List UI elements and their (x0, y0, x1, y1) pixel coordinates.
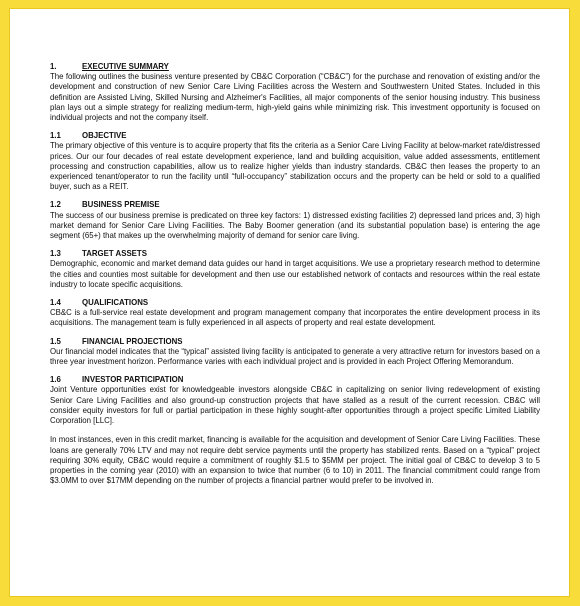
section-qualifications (50, 298, 540, 329)
section-number: 1.3 (50, 249, 61, 259)
section-paragraph: Joint Venture opportunities exist for knowledgeable investors alongside CB&C in capitalizing on senior living redevelopment of existing Senior Care Living Facilities and also ground-up construction projects that have stalled as a result of the current recession. CB&C will consider equity investors for full or partial participation in these highly sought-after opportunities through a project specific Limited Liability Corporation [LLC]. (50, 385, 540, 426)
section-paragraph: In most instances, even in this credit market, financing is available for the acquisition and development of Senior Care Living Facilities. These loans are generally 70% LTV and may not require debt service payments until the property has stabilized rents. Based on a “typical” project requiring 30% equity, CB&C would require a commitment of roughly $1.5 to $5MM per project. The initial goal of CB&C to develop 3 to 5 properties in the coming year (2010) with an expansion to twice that number (6 to 10) in 2011. The financial commitment could range from $3.0MM to over $17MM depending on the number of projects a financial partner would prefer to be involved in. (50, 435, 540, 486)
section-business-premise (50, 200, 540, 241)
section-paragraph: Demographic, economic and market demand data guides our hand in target acquisitions. We use a proprietary research method to determine the cities and counties most suitable for development and then use our established network of contacts and resources within the real estate industry to locate specific acquisitions. (50, 259, 540, 289)
section-financial-projections (50, 337, 540, 368)
section-title: EXECUTIVE SUMMARY (82, 62, 169, 71)
section-number: 1.6 (50, 375, 61, 385)
section-title: QUALIFICATIONS (82, 298, 149, 308)
section-paragraph: The primary objective of this venture is to acquire property that fits the criteria as a Senior Care Living Facility at below-market rate/distressed prices. Our our four decades of real estate development experience, land and building acquisition, value added assessments, entitlement processing and construction capabilities, allow us to realize higher yields than industry standards. CB&C then leases the property to an experienced tenant/operator to run the facility until “full-occupancy” stabilization occurs and the property can be held or sold to a qualified buyer, such as a REIT. (50, 141, 541, 192)
section-heading (50, 298, 540, 308)
section-paragraph: The success of our business premise is predicated on three key factors: 1) distressed existing facilities 2) depressed land prices and, 3) high market demand for Senior Care Living Facilities. The Baby Boomer generation (and its substantial population base) is entering the age segment (65+) that makes up the overwhelming majority of demand for senior care living. (50, 210, 540, 241)
section-heading (50, 62, 540, 72)
section-heading (50, 337, 540, 347)
section-objective (50, 131, 540, 192)
section-number: 1. (50, 62, 57, 71)
document-content (50, 62, 540, 494)
document-page (9, 8, 570, 597)
section-investor-participation (50, 375, 540, 486)
section-target-assets (50, 249, 540, 290)
section-title: TARGET ASSETS (82, 249, 147, 259)
section-number: 1.2 (50, 200, 61, 210)
section-title: OBJECTIVE (82, 131, 127, 141)
section-paragraph: Our financial model indicates that the “typical” assisted living facility is anticipated to generate a very attractive return for investors based on a three year investment horizon. Performance varies with each individual project and is provided in each Project Offering Memorandum. (50, 346, 540, 367)
section-number: 1.4 (50, 298, 61, 308)
section-heading (50, 249, 540, 259)
section-number: 1.5 (50, 336, 61, 346)
section-heading (50, 131, 540, 141)
section-heading (50, 200, 540, 210)
section-paragraph: The following outlines the business venture presented by CB&C Corporation (“CB&C”) for the purchase and renovation of existing and/or the development and construction of new Senior Care Living Facilities across the Western and Southwestern United States. Included in this definition are Assisted Living, Skilled Nursing and Alzheimer's Facilities, all major components of the senior housing industry. This business plan lays out a simple strategy for realizing medium-term, high-yield gains while minimizing risk. This investment opportunity is focused on individual projects and not the company itself. (50, 72, 540, 123)
section-heading (50, 375, 540, 385)
section-title: BUSINESS PREMISE (82, 200, 160, 210)
section-title: INVESTOR PARTICIPATION (82, 375, 184, 385)
section-title: FINANCIAL PROJECTIONS (82, 336, 183, 346)
section-number: 1.1 (50, 131, 61, 141)
section-executive-summary (50, 62, 540, 123)
section-paragraph: CB&C is a full-service real estate development and program management company that incorporates the entire development process in its acquisitions. The management team is fully experienced in all aspects of property and real estate development. (50, 308, 540, 328)
